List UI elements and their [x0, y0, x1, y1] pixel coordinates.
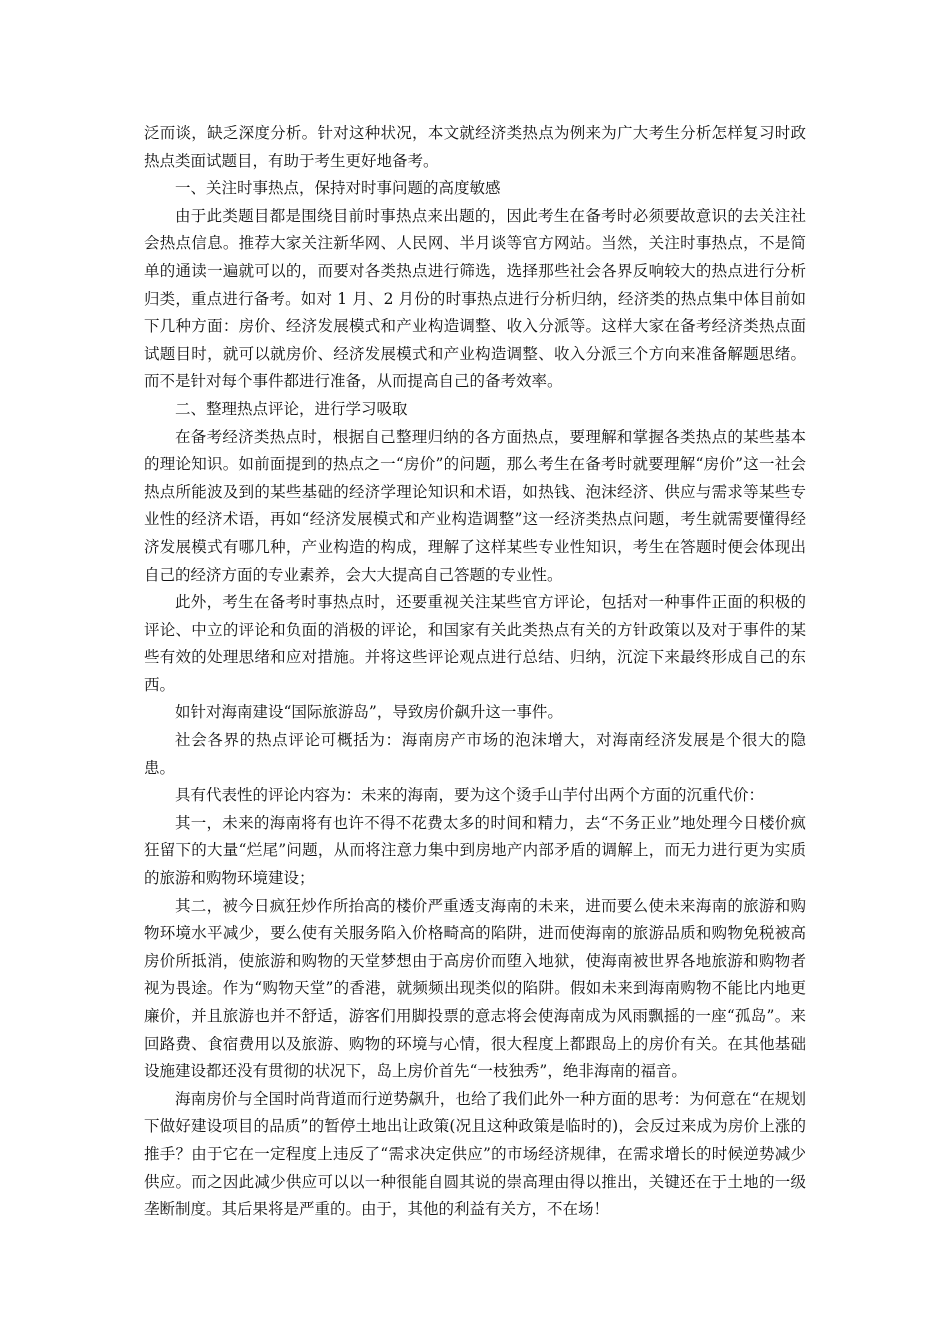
document-page [144, 120, 806, 1224]
paragraph-section-2-theory: 在备考经济类热点时，根据自己整理归纳的各方面热点，要理解和掌握各类热点的某些基本的理论知识。如前面提到的热点之一“房价”的问题，那么考生在备考时就要理解“房价”这一社会热点所能波及到的某些基础的经济学理论知识和术语，如热钱、泡沫经济、供应与需求等某些专业性的经济术语，再如“经济发展模式和产业构造调整”这一经济类热点问题，考生就需要懂得经济发展模式有哪几种，产业构造的构成，理解了这样某些专业性知识，考生在答题时便会体现出自己的经济方面的专业素养，会大大提高自己答题的专业性。 [144, 427, 806, 584]
paragraph-example-point-2: 其二，被今日疯狂炒作所抬高的楼价严重透支海南的未来，进而要么使未来海南的旅游和购物环境水平减少，要么使有关服务陷入价格畸高的陷阱，进而使海南的旅游品质和购物免税被高房价所抵消，使旅游和购物的天堂梦想由于高房价而堕入地狱，使海南被世界各地旅游和购物者视为畏途。作为“购物天堂”的香港，就频频出现类似的陷阱。假如未来到海南购物不能比内地更廉价，并且旅游也并不舒适，游客们用脚投票的意志将会使海南成为风雨飘摇的一座“孤岛”。来回路费、食宿费用以及旅游、购物的环境与心情，很大程度上都跟岛上的房价有关。在其他基础设施建设都还没有贯彻的状况下，岛上房价首先“一枝独秀”，绝非海南的福音。 [144, 896, 806, 1081]
paragraph-section-1: 由于此类题目都是围绕目前时事热点来出题的，因此考生在备考时必须要故意识的去关注社会热点信息。推荐大家关注新华网、人民网、半月谈等官方网站。当然，关注时事热点，不是简单的通读一遍就可以的，而要对各类热点进行筛选，选择那些社会各界反响较大的热点进行分析归类，重点进行备考。如对 1 月、2 月份的时事热点进行分析归纳，经济类的热点集中体目前如下几种方面：房价、经济发展模式和产业构造调整、收入分派等。这样大家在备考经济类热点面试题目时，就可以就房价、经济发展模式和产业构造调整、收入分派三个方向来准备解题思绪。而不是针对每个事件都进行准备，从而提高自己的备考效率。 [144, 206, 806, 391]
paragraph-conclusion: 海南房价与全国时尚背道而行逆势飙升，也给了我们此外一种方面的思考：为何意在“在规划下做好建设项目的品质”的暂停土地出让政策(况且这种政策是临时的)，会反过来成为房价上涨的推手？由于它在一定程度上违反了“需求决定供应”的市场经济规律，在需求增长的时候逆势减少供应。而之因此减少供应可以以一种很能自圆其说的崇高理由得以推出，关键还在于土地的一级垄断制度。其后果将是严重的。由于，其他的利益有关方，不在场！ [144, 1089, 806, 1219]
section-heading-2: 二、整理热点评论，进行学习吸取 [175, 399, 408, 418]
paragraph-section-2-official-comments: 此外，考生在备考时事热点时，还要重视关注某些官方评论，包括对一种事件正面的积极的评论、中立的评论和负面的消极的评论，和国家有关此类热点有关的方针政策以及对于事件的某些有效的处理思绪和应对措施。并将这些评论观点进行总结、归纳，沉淀下来最终形成自己的东西。 [144, 593, 806, 694]
paragraph-example-representative: 具有代表性的评论内容为：未来的海南，要为这个烫手山芋付出两个方面的沉重代价： [175, 786, 765, 805]
paragraph-example-point-1: 其一，未来的海南将有也许不得不花费太多的时间和精力，去“不务正业”地处理今日楼价疯狂留下的大量“烂尾”问题，从而将注意力集中到房地产内部矛盾的调解上，而无力进行更为实质的旅游和购物环境建设； [144, 813, 806, 888]
section-heading-1: 一、关注时事热点，保持对时事问题的高度敏感 [175, 179, 501, 198]
paragraph-example-summary: 社会各界的热点评论可概括为：海南房产市场的泡沫增大，对海南经济发展是个很大的隐患。 [144, 731, 806, 777]
paragraph-example-event: 如针对海南建设“国际旅游岛”，导致房价飙升这一事件。 [175, 703, 563, 722]
paragraph-intro-continued: 泛而谈，缺乏深度分析。针对这种状况，本文就经济类热点为例来为广大考生分析怎样复习时政热点类面试题目，有助于考生更好地备考。 [144, 124, 806, 170]
